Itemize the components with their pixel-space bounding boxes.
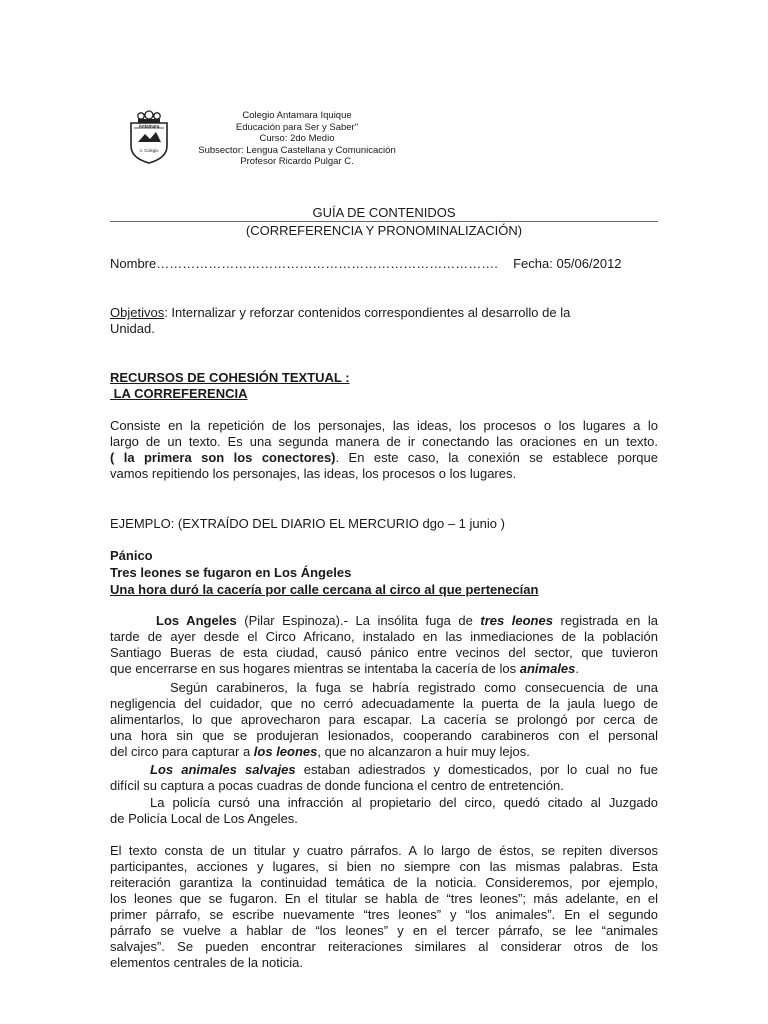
news-paragraph-1: Los Angeles (Pilar Espinoza).- La insólita fuga de tres leones registrada en la tarde de ayer desde el Circo Africano, instalado en las inmediaciones de la población Santiago Bueras de esta ciudad, causó pánico entre vecinos del sector, que tuvieron que encerrarse en sus hogares mientras se intentaba la cacería de los animales. [110,613,658,676]
school-motto: Educación para Ser y Saber" [235,121,359,133]
svg-text:Antamara: Antamara [138,123,160,129]
school-name: Colegio Antamara Iquique [242,110,352,121]
news-paragraph-3: Los animales salvajes estaban adiestrados y domesticados, por lo cual no fue difícil su captura a pocas cuadras de donde funciona el centro de entretención. [110,762,658,793]
news-subheadline: Una hora duró la cacería por calle cercana al circo al que pertenecían [110,582,539,597]
school-header [172,110,422,168]
subsector-label: Subsector: Lengua Castellana y Comunicación [198,144,396,156]
student-info-line [110,256,658,272]
date-label: Fecha: 05/06/2012 [513,256,622,271]
teacher-label: Profesor Ricardo Pulgar C. [240,156,354,167]
guide-subtitle: (CORREFERENCIA Y PRONOMINALIZACIÓN) [245,223,523,238]
svg-text:n. Colegio: n. Colegio [139,148,159,153]
news-headline: Tres leones se fugaron en Los Ángeles [110,565,352,580]
title-divider [110,221,658,222]
guide-title: GUÍA DE CONTENIDOS [312,205,456,220]
section-subheading: LA CORREFERENCIA [110,386,248,401]
name-label: Nombre……………………………………………………………………. [110,256,498,271]
definition-paragraph: Consiste en la repetición de los personajes, las ideas, los procesos o los lugares a lo largo de un texto. Es una segunda manera de ir conectando las oraciones en un texto. ( la primera son los conectores). En este caso, la conexión se establece porque vamos repitiendo los personajes, las ideas, los procesos o los lugares. [110,418,658,481]
section-heading: RECURSOS DE COHESIÓN TEXTUAL : [110,370,350,385]
school-crest-logo [128,108,170,164]
news-paragraph-2: Según carabineros, la fuga se habría registrado como consecuencia de una negligencia del cuidador, que no cerró adecuadamente la puerta de la jaula luego de alimentarlos, lo que aprovecharon para escapar. La cacería se prolongó por cerca de una hora sin que se produjeran lesionados, cooperando carabineros con el personal del circo para capturar a los leones, que no alcanzaron a huir muy lejos. [110,680,658,759]
course-label: Curso: 2do Medio [259,133,335,144]
objectives-line-2: Unidad. [110,321,155,336]
news-kicker: Pánico [110,548,153,563]
news-paragraph-4: La policía cursó una infracción al propietario del circo, quedó citado al Juzgado de Policía Local de Los Angeles. [110,795,658,826]
example-label: EJEMPLO: (EXTRAÍDO DEL DIARIO EL MERCURIO dgo – 1 junio ) [110,516,505,531]
objectives-label: Objetivos [110,305,165,320]
analysis-paragraph: El texto consta de un titular y cuatro párrafos. A lo largo de éstos, se repiten diversos participantes, acciones y lugares, si bien no siempre con las mismas palabras. Esta reiteración garantiza la continuidad temática de la noticia. Consideremos, por ejemplo, los leones que se fugaron. En el titular se habla de “tres leones”; más adelante, en el primer párrafo, se escribe nuevamente “tres leones” y “los animales”. En el segundo párrafo se vuelve a hablar de “los leones” y en el tercer párrafo, se lee “animales salvajes”. Se pueden encontrar reiteraciones similares al considerar otros de los elementos centrales de la noticia. [110,843,658,970]
objectives-line-1: Objetivos: Internalizar y reforzar contenidos correspondientes al desarrollo de la [110,305,571,320]
